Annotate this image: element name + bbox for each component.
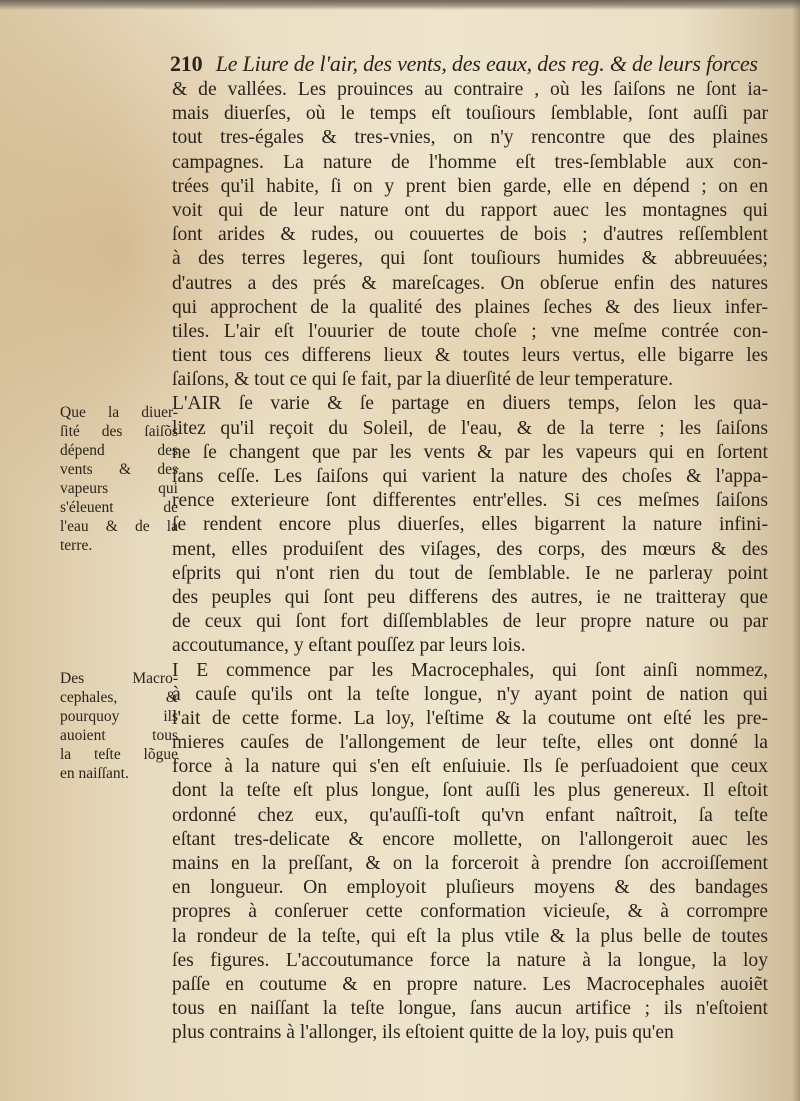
page-right-shadow bbox=[792, 0, 800, 1101]
main-text-block bbox=[172, 78, 768, 1046]
text-line: mieres cauſes de l'allongement de leur teſte, elles ont donné la bbox=[172, 732, 768, 754]
text-line: tiles. L'air eſt l'ouurier de toute choſe ; vne meſme contrée con- bbox=[172, 320, 768, 342]
text-line: d'autres a des prés & mareſcages. On obſerue enfin des natures bbox=[172, 272, 768, 294]
text-line: ne ſe changent que par les vents & par les vapeurs qui en ſortent bbox=[172, 441, 768, 463]
page-top-edge bbox=[0, 0, 800, 10]
text-line: L'AIR ſe varie & ſe partage en diuers temps, ſelon les qua- bbox=[172, 393, 768, 415]
text-line: & de vallées. Les prouinces au contraire , où les ſaiſons ne ſont ia- bbox=[172, 79, 768, 100]
margin-note-line: cephales, & bbox=[60, 689, 178, 706]
text-line: des peuples qui ſont peu differens des autres, ie ne traitteray que bbox=[172, 586, 768, 608]
margin-note-line: la teſte lõgue bbox=[60, 746, 178, 763]
margin-note-line: en naiſſant. bbox=[60, 765, 129, 782]
text-line: voit qui de leur nature ont du rapport auec les montagnes qui bbox=[172, 199, 768, 221]
text-line: ordonné chez eux, qu'auſſi-toſt qu'vn enfant naîtroit, ſa teſte bbox=[172, 804, 768, 826]
text-line: ſont arides & rudes, ou couuertes de bois ; d'autres reſſemblent bbox=[172, 224, 768, 246]
margin-note-line: Des Macro- bbox=[60, 670, 178, 687]
margin-note-line: l'eau & de la bbox=[60, 518, 178, 535]
text-line: plus contrains à l'allonger, ils eſtoient quitte de la loy, puis qu'en bbox=[172, 1022, 674, 1044]
margin-note-line: s'éleuent de bbox=[60, 499, 178, 516]
text-line: qui approchent de la qualité des plaines ſeches & des lieux infer- bbox=[172, 296, 768, 318]
text-line: I E commence par les Macrocephales, qui ſont ainſi nommez, bbox=[172, 659, 768, 681]
margin-note-line: terre. bbox=[60, 537, 93, 554]
text-line: ſe rendent encore plus diuerſes, elles bigarrent la nature infini- bbox=[172, 514, 768, 536]
text-line: propres à conſeruer cette conformation vicieuſe, & à corrompre bbox=[172, 901, 768, 923]
text-line: l'ait de cette forme. La loy, l'eſtime & la coutume ont eſté les pre- bbox=[172, 707, 768, 729]
text-line: eſprits qui n'ont rien du tout de ſemblable. Ie ne parleray point bbox=[172, 562, 768, 584]
text-line: à cauſe qu'ils ont la teſte longue, n'y ayant point de nation qui bbox=[172, 683, 768, 705]
margin-note-line: vapeurs qui bbox=[60, 480, 178, 497]
margin-note-line: Que la diuer- bbox=[60, 404, 178, 421]
text-line: la rondeur de la teſte, qui eſt la plus vtile & la plus belle de toutes bbox=[172, 925, 768, 947]
text-line: à des terres legeres, qui ſont touſiours humides & abbreuuées; bbox=[172, 248, 768, 270]
margin-note-line: auoient tous bbox=[60, 727, 178, 744]
running-title: Le Liure de l'air, des vents, des eaux, des reg. & de leurs forces bbox=[215, 51, 758, 76]
text-line: en longueur. On employoit pluſieurs moyens & des bandages bbox=[172, 877, 768, 899]
text-line: mains en la preſſant, & on la forceroit à prendre ſon accroiſſement bbox=[172, 853, 768, 874]
page-number: 210 bbox=[170, 51, 203, 76]
text-line: de ceux qui ſont fort diſſemblables de leur propre nature ou par bbox=[172, 611, 768, 633]
text-line: force à la nature qui s'en eſt enſuiuie. Ils ſe perſuadoient que ceux bbox=[172, 756, 768, 778]
text-line: eſtant tres-delicate & encore mollette, on l'allongeroit auec les bbox=[172, 828, 768, 850]
text-line: ſans ceſſe. Les ſaiſons qui varient la nature des choſes & l'appa- bbox=[172, 466, 768, 487]
text-line: dont la teſte eſt plus longue, ſont auſſi les plus genereux. Il eſtoit bbox=[172, 780, 768, 802]
text-line: ſaiſons, & tout ce qui ſe fait, par la diuerſité de leur temperature. bbox=[172, 369, 674, 391]
margin-note-line: ſité des ſaiſõs bbox=[60, 423, 178, 440]
text-line: paſſe en coutume & en propre nature. Les Macrocephales auoiẽt bbox=[172, 973, 768, 995]
margin-note-macrocephales bbox=[60, 669, 178, 783]
running-header bbox=[170, 48, 790, 80]
text-line: tout tres-égales & tres-vnies, on n'y rencontre que des plaines bbox=[172, 127, 768, 149]
margin-note-line: dépend des bbox=[60, 442, 178, 459]
margin-note-line: pourquoy ils bbox=[60, 708, 178, 725]
text-line: ſes figures. L'accoutumance force la nature à la longue, la loy bbox=[172, 949, 768, 971]
text-line: accoutumance, y eſtant pouſſez par leurs lois. bbox=[172, 635, 526, 657]
text-line: campagnes. La nature de l'homme eſt tres-ſemblable aux con- bbox=[172, 151, 768, 173]
text-line: rence exterieure ſont differentes entr'elles. Si ces meſmes ſaiſons bbox=[172, 490, 768, 512]
text-line: litez qu'il reçoit du Soleil, de l'eau, & de la terre ; les ſaiſons bbox=[172, 417, 768, 439]
text-line: trées qu'il habite, ſi on y prent bien garde, elle en dépend ; on en bbox=[172, 175, 768, 197]
margin-note-seasons bbox=[60, 403, 178, 555]
text-line: mais diuerſes, où le temps eſt touſiours ſemblable, ſont auſſi par bbox=[172, 103, 768, 125]
margin-note-line: vents & des bbox=[60, 461, 178, 478]
text-line: tous en naiſſant la teſte longue, ſans aucun artifice ; ils n'eſtoient bbox=[172, 998, 768, 1020]
text-line: tient tous ces differens lieux & toutes leurs vertus, elle bigarre les bbox=[172, 345, 768, 367]
text-line: ment, elles produiſent des viſages, des corps, des mœurs & des bbox=[172, 538, 768, 560]
